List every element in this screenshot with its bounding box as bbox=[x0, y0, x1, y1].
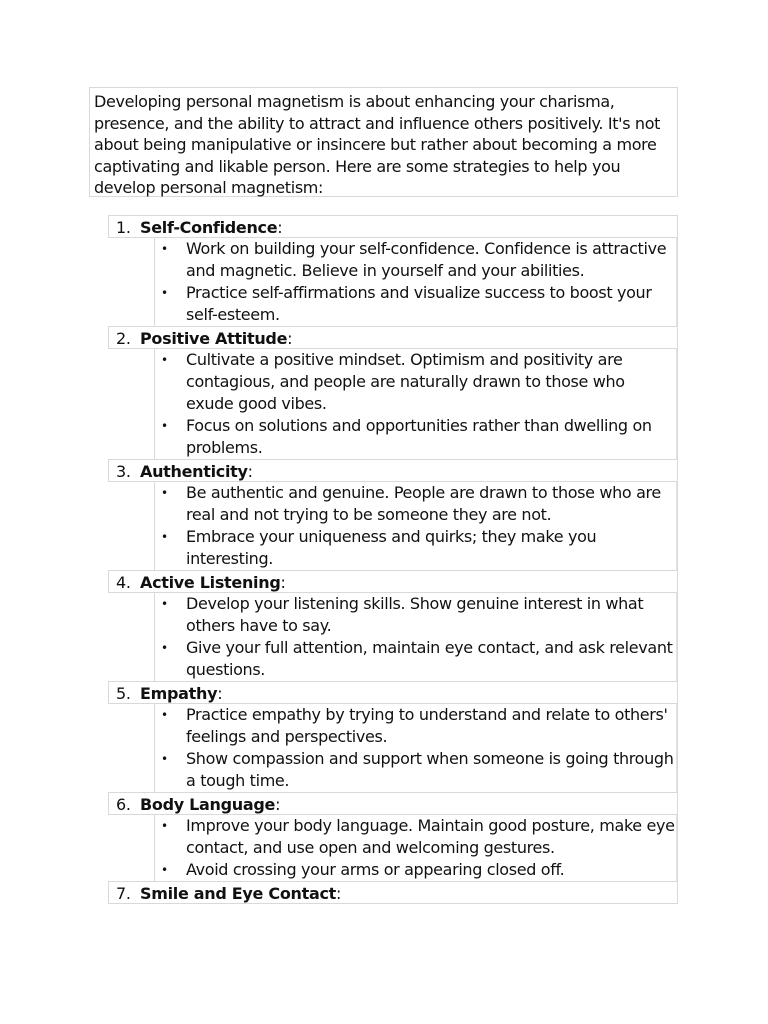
item-title-suffix: : bbox=[275, 795, 281, 814]
bullet-text: Give your full attention, maintain eye contact, and ask relevant questions. bbox=[186, 638, 673, 679]
bullet-text: Be authentic and genuine. People are drawn to those who are real and not trying to be someone they are not. bbox=[186, 483, 661, 524]
bullet-icon: • bbox=[161, 597, 168, 611]
bullet-text: Practice self-affirmations and visualize success to boost your self-esteem. bbox=[186, 283, 652, 324]
bullet-list bbox=[154, 704, 678, 792]
item-title-suffix: : bbox=[287, 329, 293, 348]
bullet-text: Improve your body language. Maintain good posture, make eye contact, and use open and welcoming gestures. bbox=[186, 816, 675, 857]
bullet-icon: • bbox=[161, 708, 168, 722]
list-item-heading bbox=[108, 570, 678, 593]
bullet-text: Embrace your uniqueness and quirks; they make you interesting. bbox=[186, 527, 597, 568]
bullet-item bbox=[155, 415, 677, 459]
bullet-text: Show compassion and support when someone is going through a tough time. bbox=[186, 749, 674, 790]
item-number: 1. bbox=[116, 218, 131, 237]
bullet-item bbox=[155, 748, 677, 792]
item-title-suffix: : bbox=[280, 573, 286, 592]
item-title-suffix: : bbox=[247, 462, 253, 481]
item-title: Body Language bbox=[140, 795, 276, 814]
list-item-heading bbox=[108, 326, 678, 349]
bullet-list bbox=[154, 815, 678, 881]
bullet-item bbox=[155, 815, 677, 859]
list-item-heading bbox=[108, 215, 678, 238]
item-title: Self-Confidence bbox=[140, 218, 278, 237]
bullet-list bbox=[154, 593, 678, 681]
item-title: Active Listening bbox=[140, 573, 281, 592]
bullet-text: Cultivate a positive mindset. Optimism and positivity are contagious, and people are naturally drawn to those who exude good vibes. bbox=[186, 350, 625, 413]
list-item-heading bbox=[108, 792, 678, 815]
item-title: Positive Attitude bbox=[140, 329, 288, 348]
list-item-heading bbox=[108, 459, 678, 482]
strategy-list bbox=[108, 215, 678, 904]
bullet-icon: • bbox=[161, 419, 168, 433]
bullet-item bbox=[155, 593, 677, 637]
bullet-icon: • bbox=[161, 530, 168, 544]
bullet-icon: • bbox=[161, 863, 168, 877]
item-number: 7. bbox=[116, 884, 131, 903]
bullet-icon: • bbox=[161, 286, 168, 300]
bullet-text: Develop your listening skills. Show genuine interest in what others have to say. bbox=[186, 594, 644, 635]
bullet-item bbox=[155, 704, 677, 748]
item-title-suffix: : bbox=[335, 884, 342, 903]
bullet-item bbox=[155, 282, 677, 326]
bullet-text: Work on building your self-confidence. Confidence is attractive and magnetic. Believe in yourself and your abilities. bbox=[186, 239, 667, 280]
item-title: Smile and Eye Contact bbox=[140, 884, 336, 903]
item-title-suffix: : bbox=[217, 684, 223, 703]
item-title: Authenticity bbox=[140, 462, 248, 481]
bullet-icon: • bbox=[161, 353, 168, 367]
bullet-list bbox=[154, 482, 678, 570]
bullet-icon: • bbox=[161, 486, 168, 500]
bullet-list bbox=[154, 349, 678, 459]
intro-paragraph: Developing personal magnetism is about enhancing your charisma, presence, and the ability to attract and influence others positively. It's not about being manipulative or insincere but rather about becoming a more captivating and likable person. Here are some strategies to help you develop personal magnetism: bbox=[89, 87, 678, 197]
bullet-icon: • bbox=[161, 242, 168, 256]
item-number: 6. bbox=[116, 795, 131, 814]
bullet-item bbox=[155, 526, 677, 570]
item-number: 3. bbox=[116, 462, 131, 481]
bullet-item bbox=[155, 637, 677, 681]
bullet-item bbox=[155, 859, 677, 881]
bullet-icon: • bbox=[161, 641, 168, 655]
bullet-item bbox=[155, 482, 677, 526]
bullet-icon: • bbox=[161, 819, 168, 833]
item-number: 4. bbox=[116, 573, 131, 592]
bullet-text: Practice empathy by trying to understand and relate to others' feelings and perspectives. bbox=[186, 705, 668, 746]
list-item-heading bbox=[108, 681, 678, 704]
item-number: 5. bbox=[116, 684, 131, 703]
bullet-item bbox=[155, 238, 677, 282]
item-title: Empathy bbox=[140, 684, 218, 703]
bullet-icon: • bbox=[161, 752, 168, 766]
list-item-heading bbox=[108, 881, 678, 904]
bullet-text: Avoid crossing your arms or appearing closed off. bbox=[186, 860, 565, 879]
bullet-item bbox=[155, 349, 677, 415]
item-number: 2. bbox=[116, 329, 131, 348]
bullet-text: Focus on solutions and opportunities rather than dwelling on problems. bbox=[186, 416, 652, 457]
item-title-suffix: : bbox=[277, 218, 283, 237]
bullet-list bbox=[154, 238, 678, 326]
